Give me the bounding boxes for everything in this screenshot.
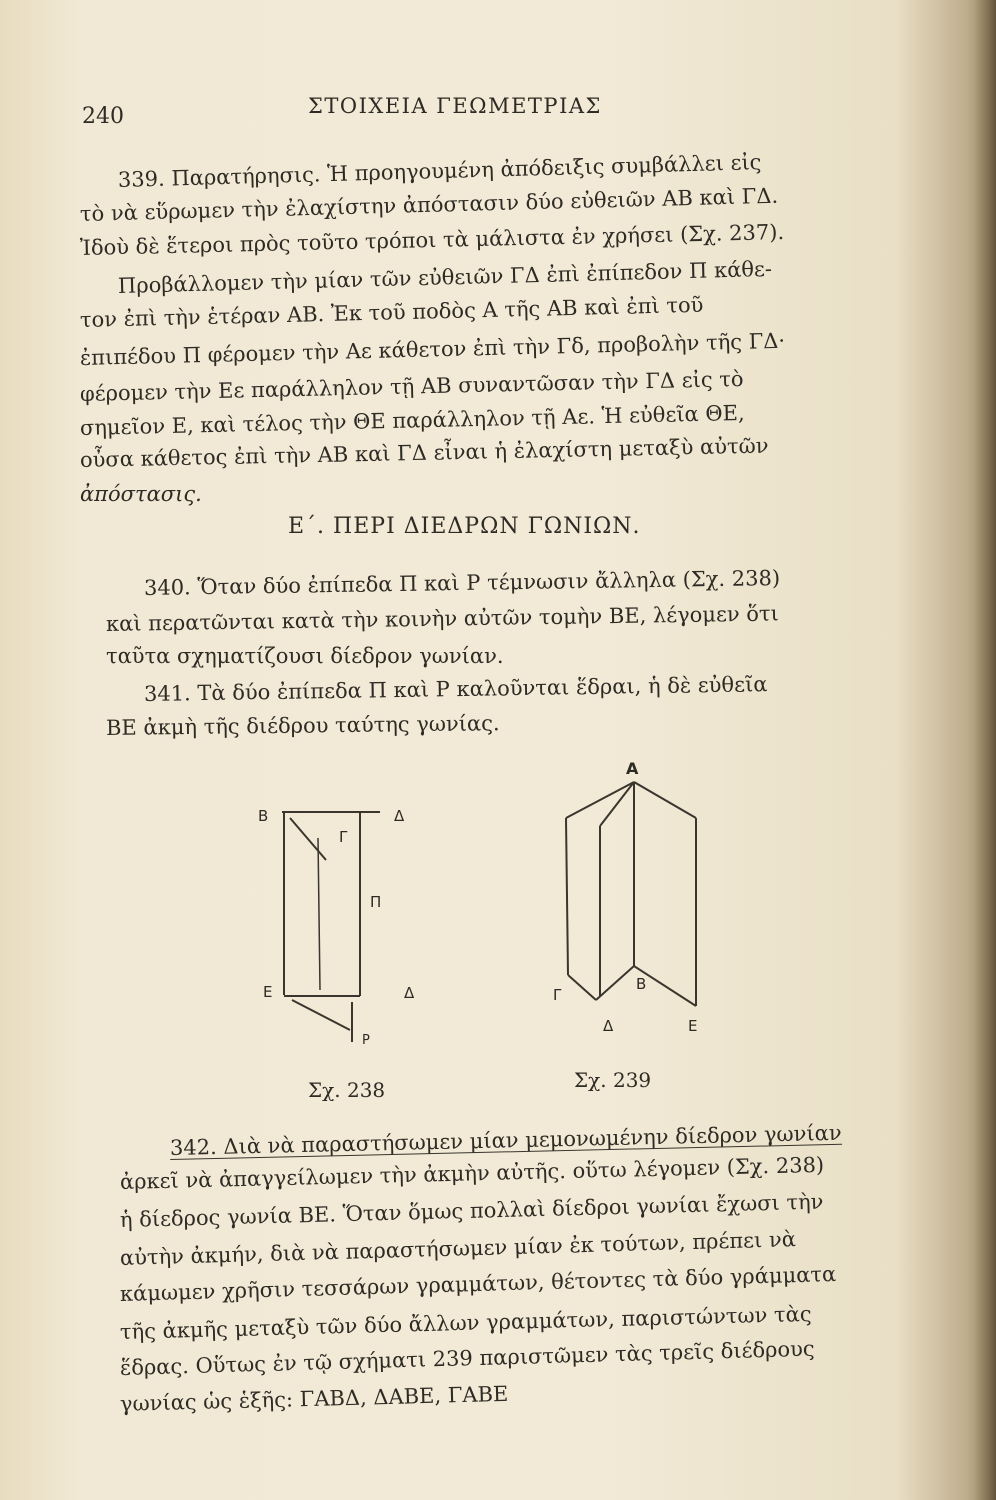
p341-line-2: ΒΕ ἀκμὴ τῆς διέδρου ταύτης γωνίας. xyxy=(105,711,500,740)
fig239-left-edge xyxy=(566,818,568,975)
p342-line-6: τῆς ἀκμῆς μεταξὺ τῶν δύο ἄλλων γραμμάτων, παριστώντων τὰς xyxy=(119,1301,812,1344)
fig238-label-R: Ρ xyxy=(362,1033,370,1048)
fig238-label-P: Π xyxy=(370,893,382,911)
p339-line-5: τον ἐπὶ τὴν ἑτέραν ΑΒ. Ἐκ τοῦ ποδὸς Α τῆς ΑΒ καὶ ἐπὶ τοῦ xyxy=(79,292,704,332)
p340-line-3: ταῦτα σχηματίζουσι δίεδρον γωνίαν. xyxy=(106,644,504,668)
p341-line-1: 341. Τὰ δύο ἐπίπεδα Π καὶ Ρ καλοῦνται ἕδραι, ἡ δὲ εὐθεῖα xyxy=(143,672,768,706)
p342-line-1: 342. Διὰ νὰ παραστήσωμεν μίαν μεμονωμένην δίεδρον γωνίαν xyxy=(169,1120,842,1160)
p339-line-1: 339. Παρατήρησις. Ἡ προηγουμένη ἀπόδειξις συμβάλλει εἰς xyxy=(117,150,762,192)
p339-line-8: σημεῖον Ε, καὶ τέλος τὴν ΘΕ παράλληλον τῇ Αε. Ἡ εὐθεῖα ΘΕ, xyxy=(79,400,745,440)
p339-line-7: φέρομεν τὴν Εε παράλληλον τῇ ΑΒ συναντῶσαν τὴν ΓΔ εἰς τὸ xyxy=(79,366,744,406)
fig238-label-D: Δ xyxy=(394,807,405,825)
p340-line-2: καὶ περατῶνται κατὰ τὴν κοινὴν αὐτῶν τομὴν ΒΕ, λέγομεν ὅτι xyxy=(105,601,779,636)
p342-line-2: ἀρκεῖ νὰ ἀπαγγείλωμεν τὴν ἀκμὴν αὐτῆς. οὕτω λέγομεν (Σχ. 238) xyxy=(119,1152,825,1194)
p339-line-9: οὖσα κάθετος ἐπὶ τὴν ΑΒ καὶ ΓΔ εἶναι ἡ ἐλαχίστη μεταξὺ αὐτῶν xyxy=(79,433,769,472)
p340-line-1: 340. Ὅταν δύο ἐπίπεδα Π καὶ Ρ τέμνωσιν ἄλληλα (Σχ. 238) xyxy=(143,566,781,600)
fig239-left-top xyxy=(566,782,634,818)
fig239-label-E: Ε xyxy=(688,1017,698,1035)
fig239-label-G: Γ xyxy=(553,986,562,1004)
p339-line-10: ἀπόστασις. xyxy=(80,482,202,506)
fig239-mid-top xyxy=(600,782,634,826)
fig238-label-E: Ε xyxy=(263,983,273,1001)
p339-line-2: τὸ νὰ εὕρωμεν τὴν ἐλαχίστην ἀπόστασιν δύο εὐθειῶν ΑΒ καὶ ΓΔ. xyxy=(79,183,779,226)
p339-line-6: ἐπιπέδου Π φέρομεν τὴν Αε κάθετον ἐπὶ τὴν Γδ, προβολὴν τῆς ΓΔ· xyxy=(79,328,786,370)
p342-line-5: κάμωμεν χρῆσιν τεσσάρων γραμμάτων, θέτοντες τὰ δύο γράμματα xyxy=(119,1262,837,1306)
fig238-label-B: Β xyxy=(258,807,269,825)
fig238-label-D2: Δ xyxy=(404,984,415,1002)
fig238-label-G: Γ xyxy=(339,828,348,846)
fig238-diagonal xyxy=(290,818,326,860)
fig238-lower-slant xyxy=(292,1000,350,1030)
section-title: Ε΄. ΠΕΡΙ ΔΙΕΔΡΩΝ ΓΩΝΙΩΝ. xyxy=(288,514,641,539)
figure-239-drawing xyxy=(566,782,696,1006)
running-title: ΣΤΟΙΧΕΙΑ ΓΕΩΜΕΤΡΙΑΣ xyxy=(308,94,602,118)
p342-line-8: γωνίας ὡς ἑξῆς: ΓΑΒΔ, ΔΑΒΕ, ΓΑΒΕ xyxy=(119,1381,509,1416)
fig238-caption: Σχ. 238 xyxy=(308,1078,386,1102)
fig239-bottom-mid xyxy=(596,966,634,1000)
page-number: 240 xyxy=(82,104,124,129)
p339-line-4: Προβάλλομεν τὴν μίαν τῶν εὐθειῶν ΓΔ ἐπὶ ἐπίπεδον Π κάθε- xyxy=(117,256,773,298)
fig239-right-top xyxy=(634,782,696,818)
p342-line-7: ἕδρας. Οὕτως ἐν τῷ σχήματι 239 παριστῶμεν τὰς τρεῖς διέδρους xyxy=(119,1336,815,1380)
p342-line-3: ἡ δίεδρος γωνία ΒΕ. Ὅταν ὅμως πολλαὶ δίεδροι γωνίαι ἔχωσι τὴν xyxy=(119,1189,824,1232)
fig239-label-D: Δ xyxy=(603,1017,614,1035)
fig239-label-B: Β xyxy=(636,975,647,993)
figure-238-drawing xyxy=(282,812,380,1042)
fig239-label-A: Α xyxy=(626,759,639,778)
fig239-bottom-left xyxy=(568,975,596,1000)
p339-line-3: Ἰδοὺ δὲ ἕτεροι πρὸς τοῦτο τρόποι τὰ μάλιστα ἐν χρήσει (Σχ. 237). xyxy=(79,220,785,260)
fig239-caption: Σχ. 239 xyxy=(574,1068,652,1092)
fig238-inner-vertical xyxy=(318,838,320,990)
p342-line-4: αὐτὴν ἀκμήν, διὰ νὰ παραστήσωμεν μίαν ἐκ τούτων, πρέπει νὰ xyxy=(119,1227,797,1270)
